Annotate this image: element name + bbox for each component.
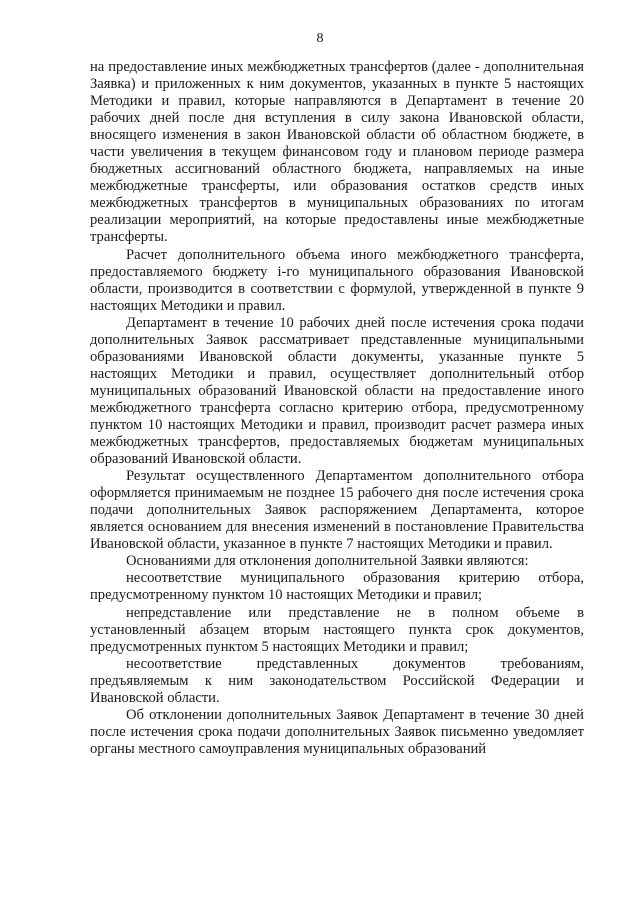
paragraph-review: Департамент в течение 10 рабочих дней после истечения срока подачи дополнительных Заявок рассматривает представленные муниципальными образованиями Ивановской области документы, указанные пункте 5 настоящих Методики и правил, осуществляет дополнительный отбор муниципальных образований Ивановской области на предоставление иного межбюджетного трансферта согласно критерию отбора, предусмотренному пунктом 10 настоящих Методики и правил, производит расчет размера иных межбюджетных трансфертов, предоставляемых бюджетам муниципальных образований Ивановской области. (90, 314, 584, 468)
paragraph-ground-1: несоответствие муниципального образования критерию отбора, предусмотренному пунктом 10 настоящих Методики и правил; (90, 570, 584, 604)
paragraph-notification: Об отклонении дополнительных Заявок Департамент в течение 30 дней после истечения срока подачи дополнительных Заявок письменно уведомляет органы местного самоуправления муниципальных образований (90, 706, 584, 757)
paragraph-continuation: на предоставление иных межбюджетных трансфертов (далее - дополнительная Заявка) и приложенных к ним документов, указанных в пункте 5 настоящих Методики и правил, которые направляются в Департамент в течение 20 рабочих дней после дня вступления в силу закона Ивановской области, вносящего изменения в закон Ивановской области об областном бюджете, в части увеличения в текущем финансовом году и плановом периоде размера бюджетных ассигнований областного бюджета, направляемых на иные межбюджетные трансферты, или образования остатков средств иных межбюджетных трансфертов в муниципальных образованиях по итогам реализации мероприятий, на которые предоставлены иные межбюджетные трансферты. (90, 59, 584, 246)
document-body (90, 59, 584, 758)
paragraph-calculation: Расчет дополнительного объема иного межбюджетного трансферта, предоставляемого бюджету i-го муниципального образования Ивановской области, производится в соответствии с формулой, утвержденной в пункте 9 настоящих Методики и правил. (90, 246, 584, 314)
paragraph-ground-2: непредставление или представление не в полном объеме в установленный абзацем вторым настоящего пункта срок документов, предусмотренных пунктом 5 настоящих Методики и правил; (90, 604, 584, 655)
paragraph-grounds-heading: Основаниями для отклонения дополнительной Заявки являются: (126, 553, 529, 570)
paragraph-result: Результат осуществленного Департаментом дополнительного отбора оформляется принимаемым не позднее 15 рабочего дня после истечения срока подачи дополнительных Заявок распоряжением Департамента, которое является основанием для внесения изменений в постановление Правительства Ивановской области, указанное в пункте 7 настоящих Методики и правил. (90, 468, 584, 553)
paragraph-ground-3: несоответствие представленных документов требованиям, предъявляемым к ним законодательством Российской Федерации и Ивановской области. (90, 655, 584, 706)
page-number: 8 (316, 31, 324, 46)
